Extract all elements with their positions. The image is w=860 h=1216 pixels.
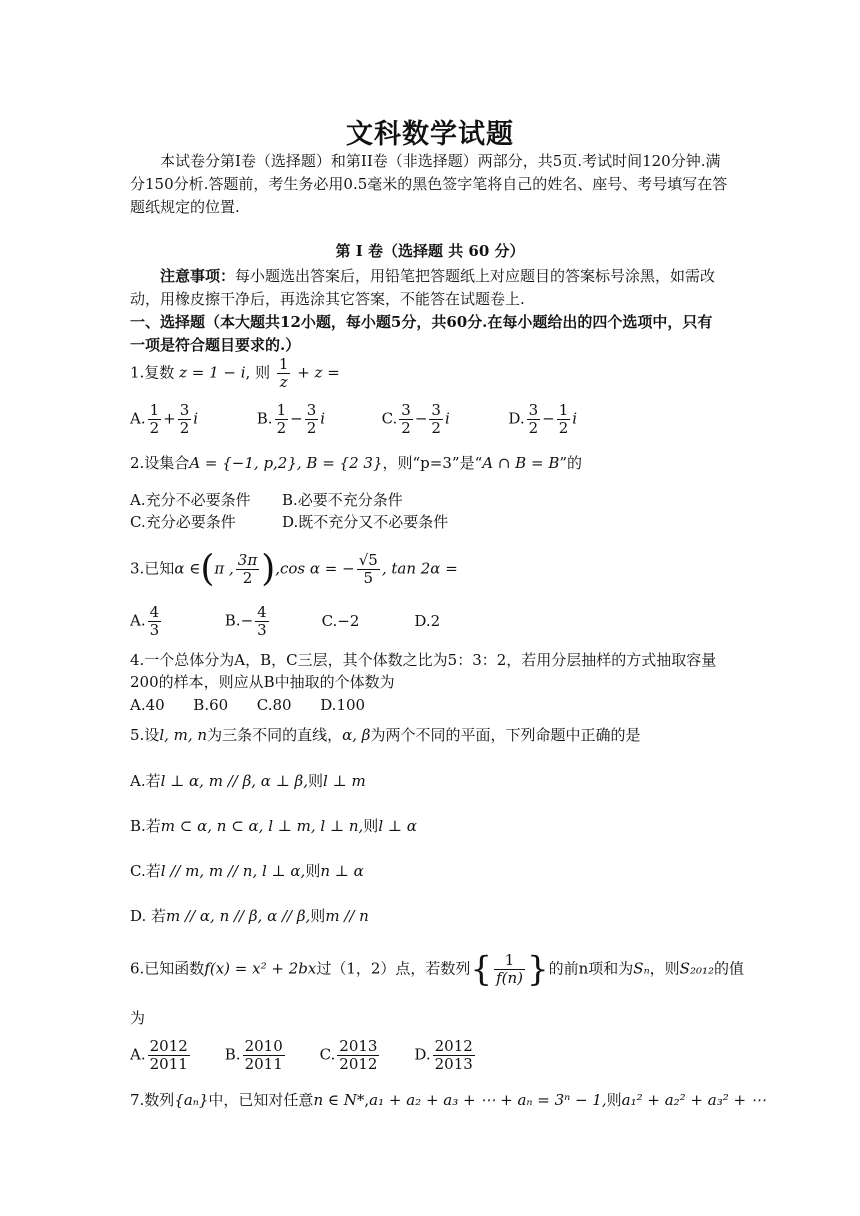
q5-a-cond: l ⊥ α, m // β, α ⊥ β, (160, 772, 309, 790)
q6-seq-den: f(n) (496, 969, 523, 987)
q6-c-den: 2012 (339, 1055, 378, 1073)
q3-den-2: 2 (242, 569, 253, 587)
q5-stem (130, 724, 640, 746)
q4-line2: 200的样本，则应从B中抽取的个体数为 (130, 673, 395, 691)
q1-d-frac1 (527, 402, 541, 437)
q3-a-frac (148, 604, 162, 639)
q1-d-d1: 2 (528, 419, 539, 437)
q1-c-n2: 3 (431, 401, 441, 419)
q5-d-then: 则 (310, 907, 326, 925)
section1-heading-line1: 一、选择题（本大题共12小题，每小题5分，共60分.在每小题给出的四个选项中，只有 (130, 313, 713, 331)
q7-sum: a₁ + a₂ + a₃ + ⋯ + aₙ = 3ⁿ − 1, (369, 1091, 607, 1109)
q7-stem-b: 中，已知对任意 (208, 1091, 314, 1109)
q5-option-d[interactable] (130, 905, 369, 927)
q1-a-i: i (193, 409, 199, 428)
q6-left-brace: { (470, 949, 493, 990)
q1-tail: + z = (297, 363, 340, 382)
q6-c-num: 2013 (339, 1037, 378, 1055)
q6-a-den: 2011 (149, 1055, 188, 1073)
q6-option-c[interactable] (320, 1038, 410, 1073)
q7-n-in: n ∈ N* (313, 1091, 365, 1109)
q5-c-cond: l // m, m // n, l ⊥ α, (160, 862, 306, 880)
q5-c-then: 则 (305, 862, 321, 880)
q3-tan: , tan 2α = (381, 559, 458, 578)
q5-planes: α, β (342, 726, 371, 744)
q1-stem (130, 356, 340, 391)
q5-c-if: C.若 (130, 862, 161, 880)
page-title: 文科数学试题 (346, 119, 514, 150)
q3-option-c[interactable]: C.−2 (321, 611, 360, 630)
q5-stem-e: 为两个不同的平面，下列命题中正确的是 (370, 726, 641, 744)
q6-function: f(x) = x² + 2bx (204, 959, 317, 978)
q1-d-i: i (572, 409, 578, 428)
q3-alpha-in: α ∈ (174, 559, 201, 578)
q5-option-b[interactable] (130, 815, 417, 837)
q6-stem-d: ，则 (649, 959, 680, 978)
q5-b-cond: m ⊂ α, n ⊂ α, l ⊥ m, l ⊥ n, (160, 817, 364, 835)
q2-option-c[interactable]: C.充分必要条件 (130, 513, 236, 531)
q1-a-frac1 (148, 402, 162, 437)
q6-stem-b: 过（1，2）点，若数列 (316, 959, 471, 978)
q6-c-frac (337, 1038, 379, 1073)
q1-a-n1: 1 (149, 401, 160, 419)
q5-option-a[interactable] (130, 770, 366, 792)
q1-b-n1: 1 (276, 401, 287, 419)
q3-num-3pi: 3π (237, 551, 258, 569)
intro-paragraph: 本试卷分第I卷（选择题）和第II卷（非选择题）两部分，共5页.考试时间120分钟.满分150分析.答题前，考生务必用0.5毫米的黑色签字笔将自己的姓名、座号、考号填写在答题纸规定的位置. (130, 152, 728, 216)
q1-d-n2: 1 (558, 401, 569, 419)
q7-stem-a: 7.数列 (130, 1091, 175, 1109)
q3-left-paren: ( (200, 548, 215, 590)
q6-sn: Sₙ (633, 959, 650, 978)
q6-b-label: B. (224, 1045, 241, 1064)
q2-stem-c: ，则“p=3”是“ (382, 454, 483, 472)
q1-option-d[interactable] (508, 402, 577, 437)
q2-options-row2 (130, 511, 448, 533)
q1-d-frac2 (557, 402, 571, 437)
q6-c-label: C. (319, 1045, 336, 1064)
q3-right-paren: ) (261, 548, 276, 590)
q6-b-frac (243, 1038, 285, 1073)
q1-b-op: − (290, 409, 303, 428)
q1-b-i: i (320, 409, 326, 428)
q6-seq-num: 1 (494, 952, 525, 970)
q1-a-d1: 2 (149, 419, 160, 437)
q6-option-d[interactable] (414, 1038, 476, 1073)
q1-d-n1: 3 (528, 401, 539, 419)
q6-seq-frac (494, 952, 525, 987)
q3-b-den: 3 (257, 621, 267, 639)
q6-stem-e: 的值 (714, 959, 745, 978)
q3-options (130, 604, 440, 639)
q6-stem-c: 的前n项和为 (548, 959, 634, 978)
q2-stem-e: ”的 (559, 454, 583, 472)
q3-sqrt5: √5 (358, 551, 378, 569)
q6-d-frac (433, 1038, 475, 1073)
notice-label: 注意事项： (160, 267, 236, 285)
q2-sets: A = {−1, p,2}, B = {2 3} (189, 454, 383, 472)
q7-sequence: {aₙ} (174, 1091, 209, 1109)
q2-condition: A ∩ B = B (482, 454, 560, 472)
q1-b-d1: 2 (276, 419, 287, 437)
q3-cos: ,cos α = − (275, 559, 355, 578)
q3-pi: π , (214, 559, 234, 578)
q2-options-row1 (130, 489, 403, 511)
notice-paragraph (130, 265, 732, 311)
q5-c-result: n ⊥ α (320, 862, 364, 880)
q5-b-result: l ⊥ α (378, 817, 417, 835)
q1-option-a[interactable] (130, 402, 252, 437)
q6-b-den: 2011 (244, 1055, 283, 1073)
q4-line1: 4.一个总体分为A，B，C三层，其个体数之比为5：3：2，若用分层抽样的方式抽取容量 (130, 651, 717, 669)
q2-option-b[interactable]: B.必要不充分条件 (282, 491, 403, 509)
q3-b-num: 4 (257, 603, 267, 621)
q1-d-d2: 2 (558, 419, 569, 437)
q1-a-op: + (163, 409, 176, 428)
q3-b-frac (255, 604, 269, 639)
q5-a-result: l ⊥ m (323, 772, 366, 790)
q5-d-cond: m // α, n // β, α // β, (166, 907, 311, 925)
q1-option-c[interactable] (382, 402, 504, 437)
q6-right-brace: } (526, 949, 549, 990)
q1-a-label: A. (130, 409, 146, 428)
q3-a-label: A. (130, 611, 146, 630)
q6-a-num: 2012 (149, 1037, 188, 1055)
q1-options (130, 402, 577, 437)
q3-b-label: B.− (224, 611, 254, 630)
q2-stem-a: 2.设集合 (130, 454, 190, 472)
q1-a-frac2 (178, 402, 192, 437)
q5-a-then: 则 (308, 772, 324, 790)
q1-complex: z = 1 − i (179, 363, 246, 382)
q1-c-frac2 (429, 402, 443, 437)
q1-b-frac1 (275, 402, 289, 437)
q1-d-label: D. (508, 409, 525, 428)
q6-option-a[interactable] (130, 1038, 220, 1073)
q1-c-d2: 2 (431, 419, 441, 437)
q3-option-b[interactable] (225, 604, 317, 639)
q7-comma: , (364, 1091, 370, 1109)
q3-a-den: 3 (149, 621, 160, 639)
q1-d-op: − (542, 409, 555, 428)
q1-b-d2: 2 (306, 419, 317, 437)
q7-square-sum: a₁² + a₂² + a₃² + ⋯ (621, 1091, 766, 1109)
q7-then: 则 (606, 1091, 622, 1109)
q1-c-d1: 2 (401, 419, 411, 437)
q3-den-5: 5 (363, 569, 374, 587)
section1-heading-line2: 一项是符合题目要求的.） (130, 336, 301, 354)
q1-frac (277, 356, 291, 391)
q3-stem (130, 548, 458, 590)
q6-a-frac (148, 1038, 190, 1073)
notice-text: 每小题选出答案后，用铅笔把答题纸上对应题目的答案标号涂黑，如需改动，用橡皮擦干净后，再选涂其它答案，不能答在试题卷上. (130, 267, 716, 308)
q6-d-den: 2013 (434, 1055, 473, 1073)
q1-a-d2: 2 (179, 419, 190, 437)
q6-d-num: 2012 (434, 1037, 473, 1055)
q3-frac-3pi2 (236, 552, 259, 587)
q5-b-then: 则 (363, 817, 379, 835)
q3-option-d[interactable]: D.2 (414, 611, 441, 630)
q5-d-result: m // n (325, 907, 369, 925)
q1-stem-text: 1.复数 (130, 363, 175, 382)
q1-c-label: C. (381, 409, 398, 428)
q6-b-num: 2010 (244, 1037, 283, 1055)
q6-stem-a: 6.已知函数 (130, 959, 205, 978)
q1-option-b[interactable] (257, 402, 377, 437)
q1-a-n2: 3 (179, 401, 190, 419)
q3-option-a[interactable] (130, 604, 220, 639)
q6-d-label: D. (414, 1045, 431, 1064)
q1-then: , 则 (245, 363, 271, 382)
q1-b-frac2 (305, 402, 319, 437)
q1-b-label: B. (256, 409, 273, 428)
q6-s2012: S₂₀₁₂ (679, 959, 715, 978)
q3-frac-sqrt5 (357, 552, 380, 587)
q5-option-c[interactable] (130, 860, 364, 882)
q2-option-a[interactable]: A.充分不必要条件 (130, 491, 251, 509)
q5-b-if: B.若 (130, 817, 161, 835)
q5-stem-a: 5.设 (130, 726, 160, 744)
q3-a-num: 4 (149, 603, 160, 621)
q1-c-op: − (414, 409, 428, 428)
q1-frac-den: z (279, 373, 288, 391)
q1-c-frac1 (399, 402, 413, 437)
q1-c-n1: 3 (401, 401, 411, 419)
q3-stem-a: 3.已知 (130, 559, 175, 578)
q6-stem (130, 949, 745, 990)
q1-c-i: i (444, 409, 450, 428)
q7-stem (130, 1089, 766, 1111)
part1-title: 第 I 卷（选择题 共 60 分） (335, 242, 525, 260)
q2-option-d[interactable]: D.既不充分又不必要条件 (282, 513, 449, 531)
q6-options (130, 1038, 477, 1073)
q1-frac-num: 1 (278, 355, 289, 373)
q5-stem-c: 为三条不同的直线， (207, 726, 343, 744)
q6-option-b[interactable] (225, 1038, 315, 1073)
q5-lines: l, m, n (159, 726, 208, 744)
q5-d-if: D. 若 (130, 907, 167, 925)
q1-b-n2: 3 (306, 401, 317, 419)
q6-line2: 为 (130, 1009, 146, 1027)
q6-a-label: A. (130, 1045, 146, 1064)
q4-options[interactable]: A.40 B.60 C.80 D.100 (130, 696, 366, 714)
q5-a-if: A.若 (130, 772, 161, 790)
q2-stem (130, 452, 582, 474)
